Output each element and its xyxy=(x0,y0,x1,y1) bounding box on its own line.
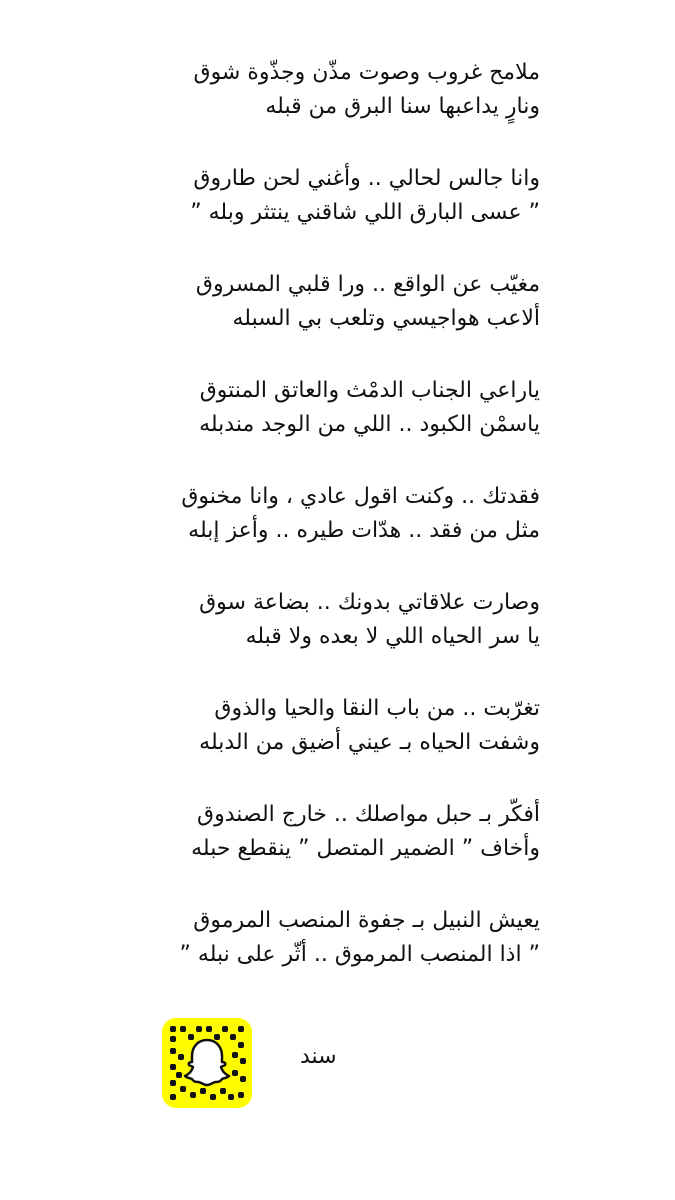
verse-line: ألاعب هواجيسي وتلعب بي السبله xyxy=(232,306,540,331)
verse-line: فقدتك .. وكنت اقول عادي ، وانا مخنوق xyxy=(181,484,540,509)
verse-line: وشفت الحياه بـ عيني أضيق من الدبله xyxy=(199,730,540,755)
verse-line: ” اذا المنصب المرموق .. أثّر على نبله ” xyxy=(179,942,540,967)
stanza-4 xyxy=(110,376,540,482)
verse-line: مثل من فقد .. هدّات طيره .. وأعز إبله xyxy=(188,518,540,543)
verse-line: ياسمْن الكبود .. اللي من الوجد مندبله xyxy=(199,412,540,437)
snapchat-ghost-icon xyxy=(185,1040,229,1085)
footer xyxy=(150,1012,550,1142)
stanza-2 xyxy=(110,164,540,270)
verse-line: ” عسى البارق اللي شاقني ينتثر وبله ” xyxy=(190,200,540,225)
stanza-1 xyxy=(110,58,540,164)
verse-line: يعيش النبيل بـ جفوة المنصب المرموق xyxy=(193,908,540,933)
verse-line: ونارٍ يداعبها سنا البرق من قبله xyxy=(265,94,540,119)
stanza-7 xyxy=(110,694,540,800)
signature: سند xyxy=(300,1044,337,1069)
verse-line: يا سر الحياه اللي لا بعده ولا قبله xyxy=(245,624,540,649)
stanza-5 xyxy=(110,482,540,588)
stanza-6 xyxy=(110,588,540,694)
stanza-3 xyxy=(110,270,540,376)
stanza-8 xyxy=(110,800,540,906)
stanza-9 xyxy=(110,906,540,1012)
verse-line: وأخاف ” الضمير المتصل ” ينقطع حبله xyxy=(191,836,540,861)
snapcode[interactable] xyxy=(162,1018,252,1108)
verse-line: وانا جالس لحالي .. وأغني لحن طاروق xyxy=(193,166,540,191)
snapcode-caption xyxy=(162,1112,252,1122)
verse-line: ياراعي الجناب الدمْث والعاتق المنتوق xyxy=(199,378,540,403)
verse-line: مغيّب عن الواقع .. ورا قلبي المسروق xyxy=(195,272,540,297)
verse-line: وصارت علاقاتي بدونك .. بضاعة سوق xyxy=(199,590,540,615)
verse-line: ملامح غروب وصوت مذّن وجذّوة شوق xyxy=(193,60,540,85)
verse-line: تغرّبت .. من باب النقا والحيا والذوق xyxy=(214,696,540,721)
snapcode-pattern xyxy=(162,1018,252,1108)
poem xyxy=(110,58,540,1012)
verse-line: أفكّر بـ حبل مواصلك .. خارج الصندوق xyxy=(197,802,540,827)
